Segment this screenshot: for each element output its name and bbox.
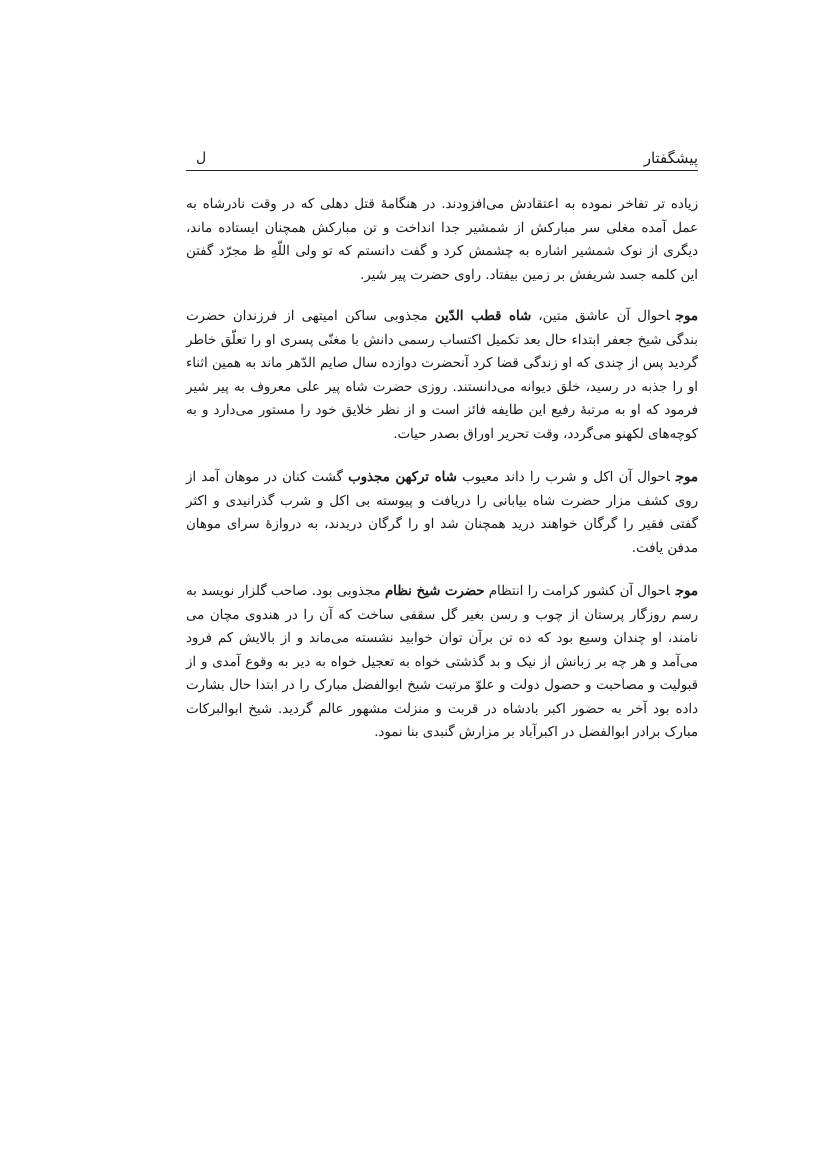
paragraph-3 xyxy=(186,466,698,560)
paragraph-text: احوال آن کشور کرامت را انتظام xyxy=(484,584,670,599)
paragraph-lead: موج xyxy=(675,584,699,599)
running-header xyxy=(186,146,698,170)
paragraph-text: مجذوبی ساکن امیتهی از فرزندان حضرت بندگی شیخ جعفر ابتداء حال بعد تکمیل اکتساب رسمی دانش با مغنّی پسری او را تعلّق خاطر گردید پس از چندی که او زندگی قضا کرد آنحضرت دوازده سال صایم الدّهر ماند به همین اثناء او را جذبه در رسید، خلق دیوانه می‌دانستند. روزی حضرت شاه پیر علی معروف به پیر شیر فرمود که او به مرتبهٔ رفیع این طایفه فائز است و از نظر خلایق خود را مستور می‌دارد و به کوچه‌های لکهنو می‌گردد، وقت تحریر اوراق بصدر حیات. xyxy=(186,309,698,442)
header-rule xyxy=(186,170,698,171)
person-name: شاه قطب الدّین xyxy=(434,309,532,324)
paragraph-text: احوال آن عاشق متین، xyxy=(531,309,670,324)
person-name: شاه ترکهن مجذوب xyxy=(348,470,457,485)
paragraph-lead: موج xyxy=(675,309,698,324)
document-page xyxy=(186,0,698,1169)
paragraph-2 xyxy=(186,305,698,446)
paragraph-text: زیاده تر تفاخر نموده به اعتقادش می‌افزودند. در هنگامهٔ قتل دهلی که در وقت نادرشاه به عمل آمده مغلی سر مبارکش از شمشیر جدا انداخت و تن مبارکش همچنان ایستاده ماند، دیگری از نوک شمشیر اشاره به چشمش کرد و گفت دانستم که تو ولی اللّهِ ظ مجرّد گفتن این کلمه جسد شریفش بر زمین بیفتاد. راوی حضرت پیر شیر. xyxy=(186,197,698,283)
person-name: حضرت شیخ نظام xyxy=(384,584,485,599)
paragraph-text: احوال آن اکل و شرب را داند معیوب xyxy=(456,470,670,485)
paragraph-lead: موج xyxy=(675,470,698,485)
body-text xyxy=(186,193,698,765)
header-title: پیشگفتار xyxy=(643,149,698,167)
paragraph-4 xyxy=(186,580,698,745)
paragraph-text: مجذوبی بود. صاحب گلزار نویسد به رسم روزگار پرستان از چوب و رسن بغیر گل سقفی ساخت که آن را در هندوی مچان می نامند، او چندان وسیع بود که ده تن برآن توان خوابید نشسته می‌ماند و از بالایش کم فرود می‌آمد و هر چه بر زبانش از نیک و بد گذشتی خواه به تعجیل خواه به دیر به وقوع آمدی و از قبولیت و مصاحبت و حصول دولت و علوّ مرتبت شیخ ابوالفضل مبارک را در ابتدا حال بشارت داده بود آخر به حضور اکبر بادشاه در قربت و منزلت مشهور عالم گردید. شیخ ابوالبرکات مبارک برادر ابوالفضل در اکبرآباد بر مزارش گنبدی بنا نمود. xyxy=(186,584,698,740)
paragraph-text: گشت کنان در موهان آمد از روی کشف مزار حضرت شاه بیابانی را دریافت و پیوسته بی اکل و شرب گذرانیدی و اکثر گفتی فقیر را گرگان خواهند درید همچنان شد او را گرگان دریدند، به دروازهٔ سرای موهان مدفن یافت. xyxy=(186,470,698,556)
paragraph-1 xyxy=(186,193,698,287)
page-number: ل xyxy=(196,150,207,166)
